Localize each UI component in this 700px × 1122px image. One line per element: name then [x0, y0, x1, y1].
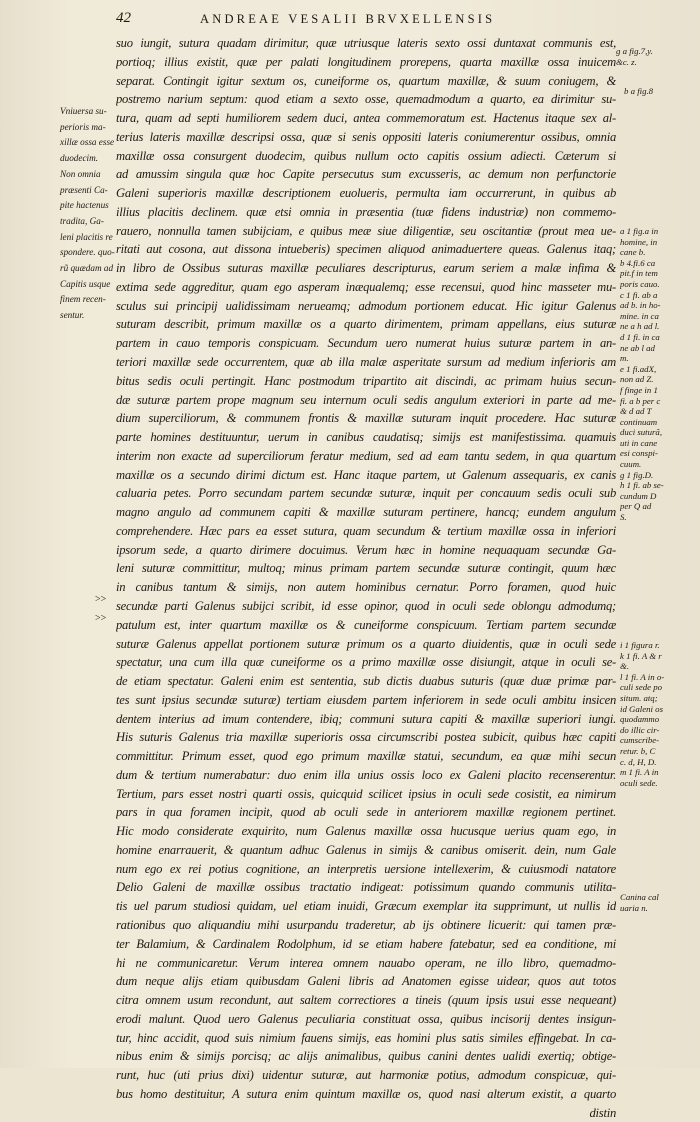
page-number: 42 [116, 10, 131, 26]
marginal-note: esi conspi- [620, 448, 658, 459]
page-header [116, 10, 656, 32]
text-line: dum & tertium numerabatur: duo enim illa unius ossis loco ex Galeni placito recenserentur. [116, 767, 616, 782]
marginal-note: spondere. quo- [60, 247, 115, 258]
marginal-note: do illic cir- [620, 724, 660, 735]
running-title: ANDREAE VESALII BRVXELLENSIS [200, 12, 496, 26]
marginal-note: e 1 fi.adX, [620, 363, 657, 374]
marginal-note: oculi sede. [620, 777, 658, 788]
text-line: suturæ Galenus appellat portionem suturæ primum os a quarto diuidentis, quæ in oculi sede [116, 636, 616, 651]
marginal-note: g 1 fig.D. [620, 469, 654, 480]
marginal-note: b a fig.8 [624, 86, 654, 96]
marginal-note: Canina cal [620, 892, 659, 902]
marginal-note: g a fig.7,y. [616, 46, 653, 56]
right-marginalia-low [620, 640, 696, 788]
text-line: dium superciliorum, & communem frontis & maxillæ suturam inquit procedere. Hac suturæ [116, 411, 616, 426]
body-text [116, 34, 616, 1122]
text-line: magno angulo ad communem capiti & maxillæ suturam pertinere, hancq; eundem angulum [116, 505, 616, 520]
right-marginalia-top [616, 46, 692, 67]
text-line: num ego ex rei potius cognitione, an interpretis uersione intellexerim, & cuiusmodi natatore [116, 861, 616, 876]
text-line: Galeni superioris maxillæ descriptionem euolueris, permulta iam occurrerunt, in quibus ab [116, 186, 616, 201]
marginal-note: ne ab l ad [620, 342, 655, 353]
marginal-note: rũ quædam ad [60, 263, 114, 274]
right-marginalia-mid [620, 226, 696, 523]
marginal-note: &. [620, 661, 630, 672]
text-line: maxillæ os a secundo dirimi dictum est. Hanc itaque partem, ut Galenum assequaris, ex canis [116, 467, 616, 482]
marginal-note: duci suturã, [620, 427, 663, 438]
text-line: spectatur, una cum illa quæ cuneiforme os a primo maxillæ osse disiungit, atque in oculi se- [116, 655, 616, 670]
marginal-note: uaria n. [620, 902, 648, 913]
text-line: homine enarrauerit, & quantum adhuc Galenus in simijs & canibus omiserit. dein, num Gale [116, 842, 616, 857]
text-line: sculus sui principij ualidissimam neruеamq; admodum portionem educat. Hic igitur Galenus [116, 298, 616, 313]
marginal-note: ad b. in ho- [620, 300, 661, 311]
text-line: secundæ parti Galenus subijci scribit, id esse opinor, quod in oculi sede oblongu admodumq; [116, 598, 616, 613]
marginal-note: situm. atq; [620, 692, 658, 703]
text-line: dum neque alijs etiam quibusdam Galeni libris ad Anatomen egisse uidear, quos aut totos [116, 974, 616, 989]
marginal-note: duodecim. [60, 153, 99, 164]
marginal-note: Vniuersa su- [60, 106, 107, 116]
marginal-note: retur. b, C [620, 745, 656, 756]
text-line: Tertium, pars esset nostri quarti ossis, quicquid scilicet ipsius in oculi sede cosistit, ea nimirum [116, 786, 616, 801]
text-line: leni suturæ committitur, multoq; minus primam partem secundæ suturæ contingit, quum hæc [116, 561, 616, 576]
marginal-note: non ad Z. [620, 374, 654, 385]
text-line: runt, huc (uti prius dixi) uidentur suturæ, aut harmoniæ potius, admodum conspicuæ, qui- [116, 1068, 616, 1083]
text-line: partem in cauo temporis conspicuam. Secundum uero numerat huius suturæ partem in an- [116, 336, 616, 351]
marginal-note: xillæ ossa esse [60, 137, 115, 148]
text-line: rationibus quo aliquandiu mihi usurpandu traderetur, ab ijs obtinere licuerit: qui tamen præ- [116, 917, 616, 932]
quote-mark: >> [95, 613, 107, 624]
text-line: suturam describit, primum maxillæ os a quarto dirimentem, primam appellans, eius suturæ [116, 317, 616, 332]
marginal-note: perioris ma- [60, 121, 106, 132]
text-line: dæ suturæ partem prope magnum seu internum oculi sedis angulum exteriori in parte ad me- [116, 392, 616, 407]
text-line: ad amussim singula quæ hoc Capite persecutus sum excusseris, ac demum non perfunctorie [116, 167, 616, 182]
marginal-note: d 1 fi. in ca [620, 331, 660, 342]
marginal-note: i 1 figura r. [620, 640, 660, 650]
marginal-note: m 1 fi. A in [620, 767, 659, 778]
text-line: ter Balamium, & Cardinalem Rodolphum, id se etiam habere fatebatur, sed ea conditione, mi [116, 936, 616, 951]
marginal-note: culi sede po [620, 682, 663, 693]
text-line: separat. Contingit igitur sextum os, cuneiforme os, quartum maxillæ, & suum coniugem, & [116, 73, 616, 88]
marginal-note: continuam [620, 416, 658, 427]
text-line: committitur. Primum esset, quod ego primum maxillæ statui, secundum, ea quæ mihi secun [116, 749, 616, 764]
marginal-note: &c. z. [616, 56, 637, 67]
quote-mark: >> [95, 594, 107, 605]
text-line: Delio Galeni de maxillæ ossibus tractatio indigeat: potissimum quando communis utilita- [116, 880, 616, 895]
text-line: tis uel parum studiosi quidam, uel etiam inuidi, Græcum exemplar ita supprimunt, ut nullis id [116, 899, 616, 914]
marginal-note: l 1 fi. A in o- [620, 671, 665, 682]
marginal-note: id Galeni os [620, 703, 664, 714]
marginal-note: & d ad T [620, 406, 652, 417]
text-line: tura, quam ad septi humiliorem sedem duci, antea commemoratum est. Hactenus itaque sex al- [116, 111, 616, 126]
right-marginalia-b [624, 86, 700, 97]
marginal-note: k 1 fi. A & r [620, 650, 662, 661]
text-line: parte homines destituuntur, uerum in canibus caudatisq; simijs est manifestissima. quamuis [116, 430, 616, 445]
marginal-note: poris cauo. [620, 278, 660, 289]
marginal-note: c 1 fi. ab a [620, 289, 658, 300]
text-line: portioq; illius existit, quæ per palati longitudinem prorepens, quarta maxillæ ossa inuicem [116, 54, 616, 69]
text-line: in canibus tantum & simijs, non autem hominibus cernatur. Porro foramen, quod huic [116, 580, 616, 595]
marginal-note: per Q ad [620, 501, 652, 512]
text-line: dentem interius ad imum contendere, ibiq; communi sutura capiti & maxillæ superiori iungi. [116, 711, 616, 726]
marginal-note: homine, in [620, 236, 658, 247]
left-marginalia [60, 104, 114, 324]
text-line: rauero, nonnulla tamen subijciam, e quibus meæ siue diligentiæ, seu oscitantiæ (prout mea ue- [116, 223, 616, 238]
text-line: tur, hinc accidit, quod suis nimium fauens simijs, eas homini plus satis similes effingebat. In ca- [116, 1030, 616, 1045]
marginal-note: quodammo [620, 714, 660, 725]
text-line: caluaria petes. Porro secundam partem secundæ suturæ, inquit per concauum sedis oculi sub [116, 486, 616, 501]
marginal-note: Non omnia [60, 168, 101, 179]
text-line: terius lateris maxillæ descripsi ossa, quæ si senis oppositi lateris coniumerentur ossibus, omnia [116, 129, 616, 144]
text-line: teriori maxillæ sede occurrentem, quæ ab illa malæ asperitate sursum ad medium inferioris am [116, 355, 616, 370]
marginal-note: cumscribe- [620, 735, 660, 746]
marginal-note: S. [620, 512, 627, 523]
text-line: maxillæ ossa consurgent duodecim, quibus nullum octo capitis ossium adiecti. Cæterum si [116, 148, 616, 163]
marginal-note: pit.f in tem [620, 268, 658, 279]
text-line: postremo narium septum: quod etiam a sexto osse, quemadmodum a quarto, ea dirimitur su- [116, 92, 616, 107]
text-line: tes sunt ipsius secundæ suturæ) tertiam eiusdem partem inferiorem in sede oculi ambitu insicen [116, 692, 616, 707]
marginal-note: m. [620, 353, 629, 364]
text-line: illius placitis declinem. quæ etsi omnia in præsentia (tuæ fidens industriæ) non commemo- [116, 204, 616, 219]
marginal-note: h 1 fi. ab se- [620, 480, 664, 491]
marginal-note: a 1 fig.a in [620, 226, 659, 236]
marginal-note: sentur. [60, 310, 85, 321]
marginal-note: mine. in ca [620, 310, 659, 321]
right-marginalia-bottom [620, 892, 696, 913]
marginal-note: b 4.fi.6 ca [620, 257, 656, 268]
marginal-note: Capitis usque [60, 278, 111, 289]
marginal-note: fi. a b per c [620, 395, 661, 406]
text-line: interim non exacte ad superciliorum feratur medium, sed ad eam tantu sedem, in qua quartum [116, 448, 616, 463]
marginal-note: f finge in 1 [620, 384, 658, 395]
text-line: bus homo destituitur, A sutura enim quintum maxillæ os, quod nasi alterum existit, a quarto [116, 1086, 616, 1101]
marginal-note: pite hactenus [60, 200, 109, 211]
marginal-note: cane b. [620, 247, 646, 258]
text-line: Hic modo considerate exquirito, num Galenus maxillæ ossa hucusque uerius quam ego, in [116, 824, 616, 839]
text-line: patulum est, inter quartum maxillæ os & cuneiforme conspicuum. Tertiam partem secundæ [116, 617, 616, 632]
text-line: comprehendere. Hæc pars ea esset sutura, quam secundum & tertium maxillæ ossa in inferiori [116, 523, 616, 538]
text-line: ipsorum sede, a quarto dirimere docuimus. Verum hæc in homine nequaquam secundæ Ga- [116, 542, 616, 557]
text-line: erodi malunt. Quod uero Galenus peculiaria constituat ossa, quibus incisorij dentes insigun- [116, 1011, 616, 1026]
marginal-note: tradita, Ga- [60, 215, 104, 226]
marginal-note: cuum. [620, 459, 642, 470]
text-line: de etiam spectatur. Galeni enim est sententia, sub dictis duabus suturis (quæ duæ primæ par- [116, 674, 616, 689]
text-line: pars in qua foramen incipit, quod ab oculi sede in anteriorem maxillæ regionem pertinet. [116, 805, 616, 820]
text-line: citra omnem usum recondunt, aut saltem correctiores a tineis (quum ipsis usui esse nequeant) [116, 993, 616, 1008]
text-line: suo iungit, sutura quadam dirimitur, quæ utriusque lateris sexto ossi duntaxat communis est, [116, 36, 616, 50]
text-line: hi ne communicaretur. Verum interea omnem nauabo operam, ne illo libro, quemadmo- [116, 955, 616, 970]
marginal-note: finem recen- [60, 294, 106, 305]
marginal-note: c. d, H, D. [620, 756, 657, 767]
text-line: distin [589, 1105, 616, 1120]
text-line: bitus sedis oculi pertingit. Hanc postmodum tripartito ait discindi, ac primam huius secun- [116, 373, 616, 388]
text-line: nibus enim & simijs porcisq; ac alijs animalibus, quibus canini dentes ualidi exertiq; obtige- [116, 1049, 616, 1064]
marginal-note: cundum D [620, 490, 657, 501]
marginal-note: uti in cane [620, 437, 658, 448]
marginal-note: præsenti Ca- [60, 184, 108, 195]
text-line: His suturis Galenus tria maxillæ superioris ossa circumscribi postea subicit, quibus hæc capiti [116, 730, 616, 745]
text-line: ritati aut cosona, aut dissona intueberis) specimen aliquod animaduertere queas. Galenus itaq; [116, 242, 616, 257]
marginal-note: ne a h ad l. [620, 321, 660, 332]
text-line: extima sede aggreditur, quam ego asperam inæqualemq; esse recensui, quod hinc masseter mu- [116, 279, 616, 294]
text-line: in libro de Ossibus suturas maxillæ peculiares descripturus, earum seriem a malæ infima & [116, 261, 616, 276]
marginal-note: leni placitis re [60, 231, 113, 242]
